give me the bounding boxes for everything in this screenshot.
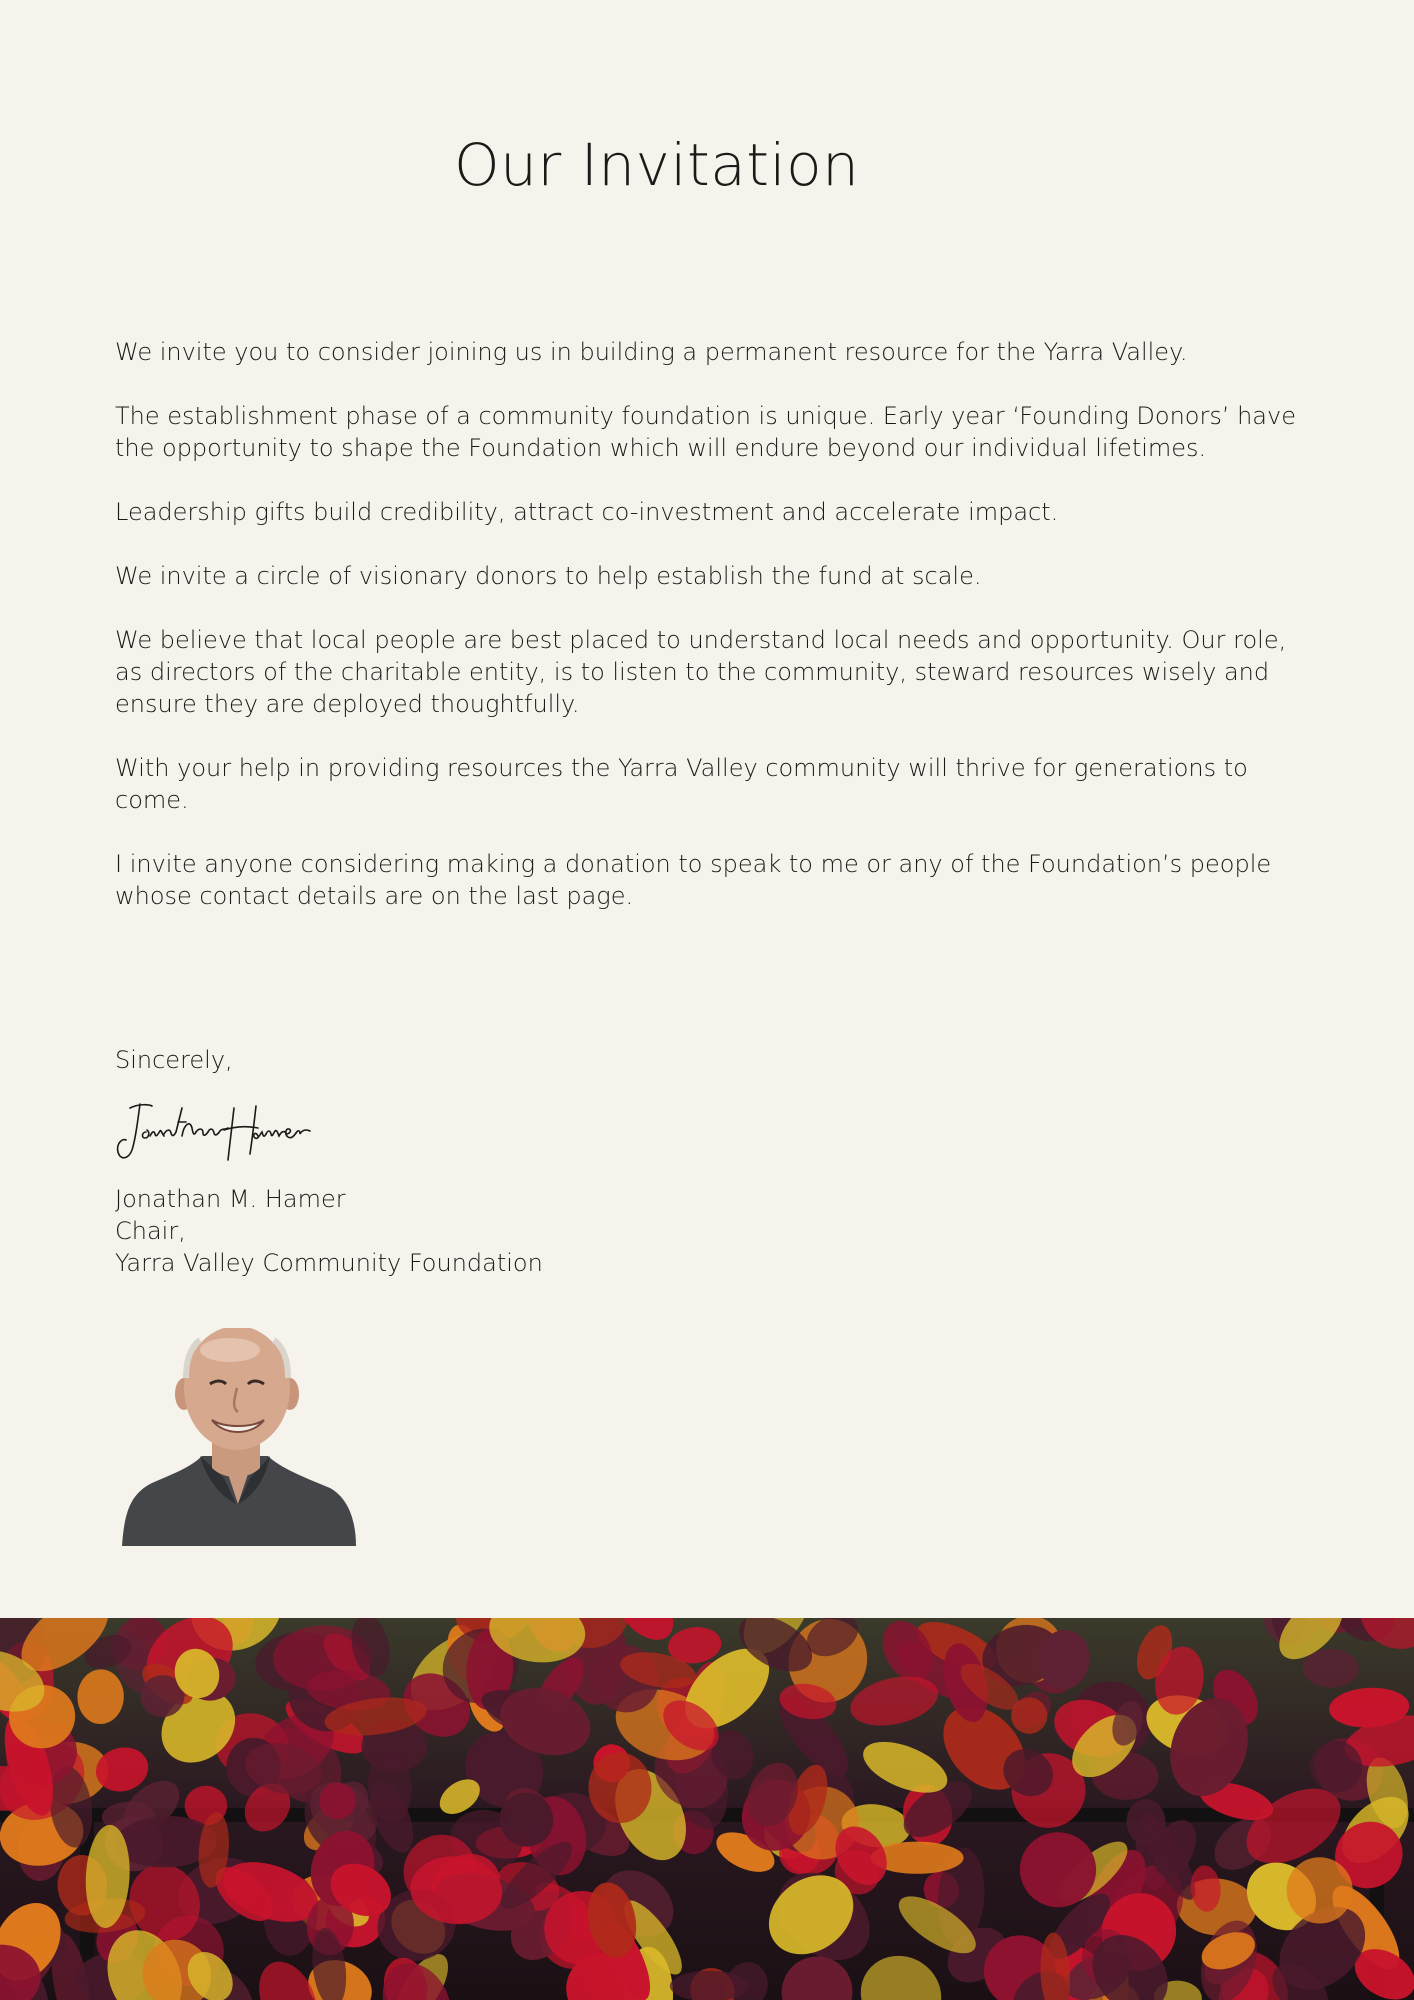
paragraph-4: We invite a circle of visionary donors to help establish the fund at scale. — [115, 562, 982, 590]
closing-salutation: Sincerely, — [115, 1046, 233, 1074]
paragraph-7: I invite anyone considering making a donation to speak to me or any of the Foundation’s people whose contact details are on the last page. — [115, 850, 1272, 910]
signer-role: Chair, — [115, 1217, 186, 1245]
paragraph-2: The establishment phase of a community foundation is unique. Early year ‘Founding Donors’ have the opportunity to shape the Foundation which will endure beyond our individual lifetimes. — [115, 402, 1296, 462]
paragraph-6: With your help in providing resources the Yarra Valley community will thrive for generations to come. — [115, 754, 1248, 814]
paragraph-5: We believe that local people are best placed to understand local needs and opportunity. Our role, as directors of the charitable entity, is to listen to the community, steward resources wisely and ensure they are deployed thoughtfully. — [115, 626, 1287, 718]
paragraph-3: Leadership gifts build credibility, attract co-investment and accelerate impact. — [115, 498, 1059, 526]
signer-details — [115, 1183, 543, 1279]
page-title: Our Invitation — [454, 131, 860, 199]
paragraph-1: We invite you to consider joining us in building a permanent resource for the Yarra Valley. — [115, 338, 1188, 366]
signer-name: Jonathan M. Hamer — [115, 1185, 346, 1213]
letter-body — [115, 336, 1305, 944]
autumn-vine-banner — [0, 1618, 1414, 2000]
signer-organization: Yarra Valley Community Foundation — [115, 1249, 543, 1277]
handwritten-signature — [112, 1098, 322, 1172]
portrait-photo — [120, 1328, 360, 1550]
